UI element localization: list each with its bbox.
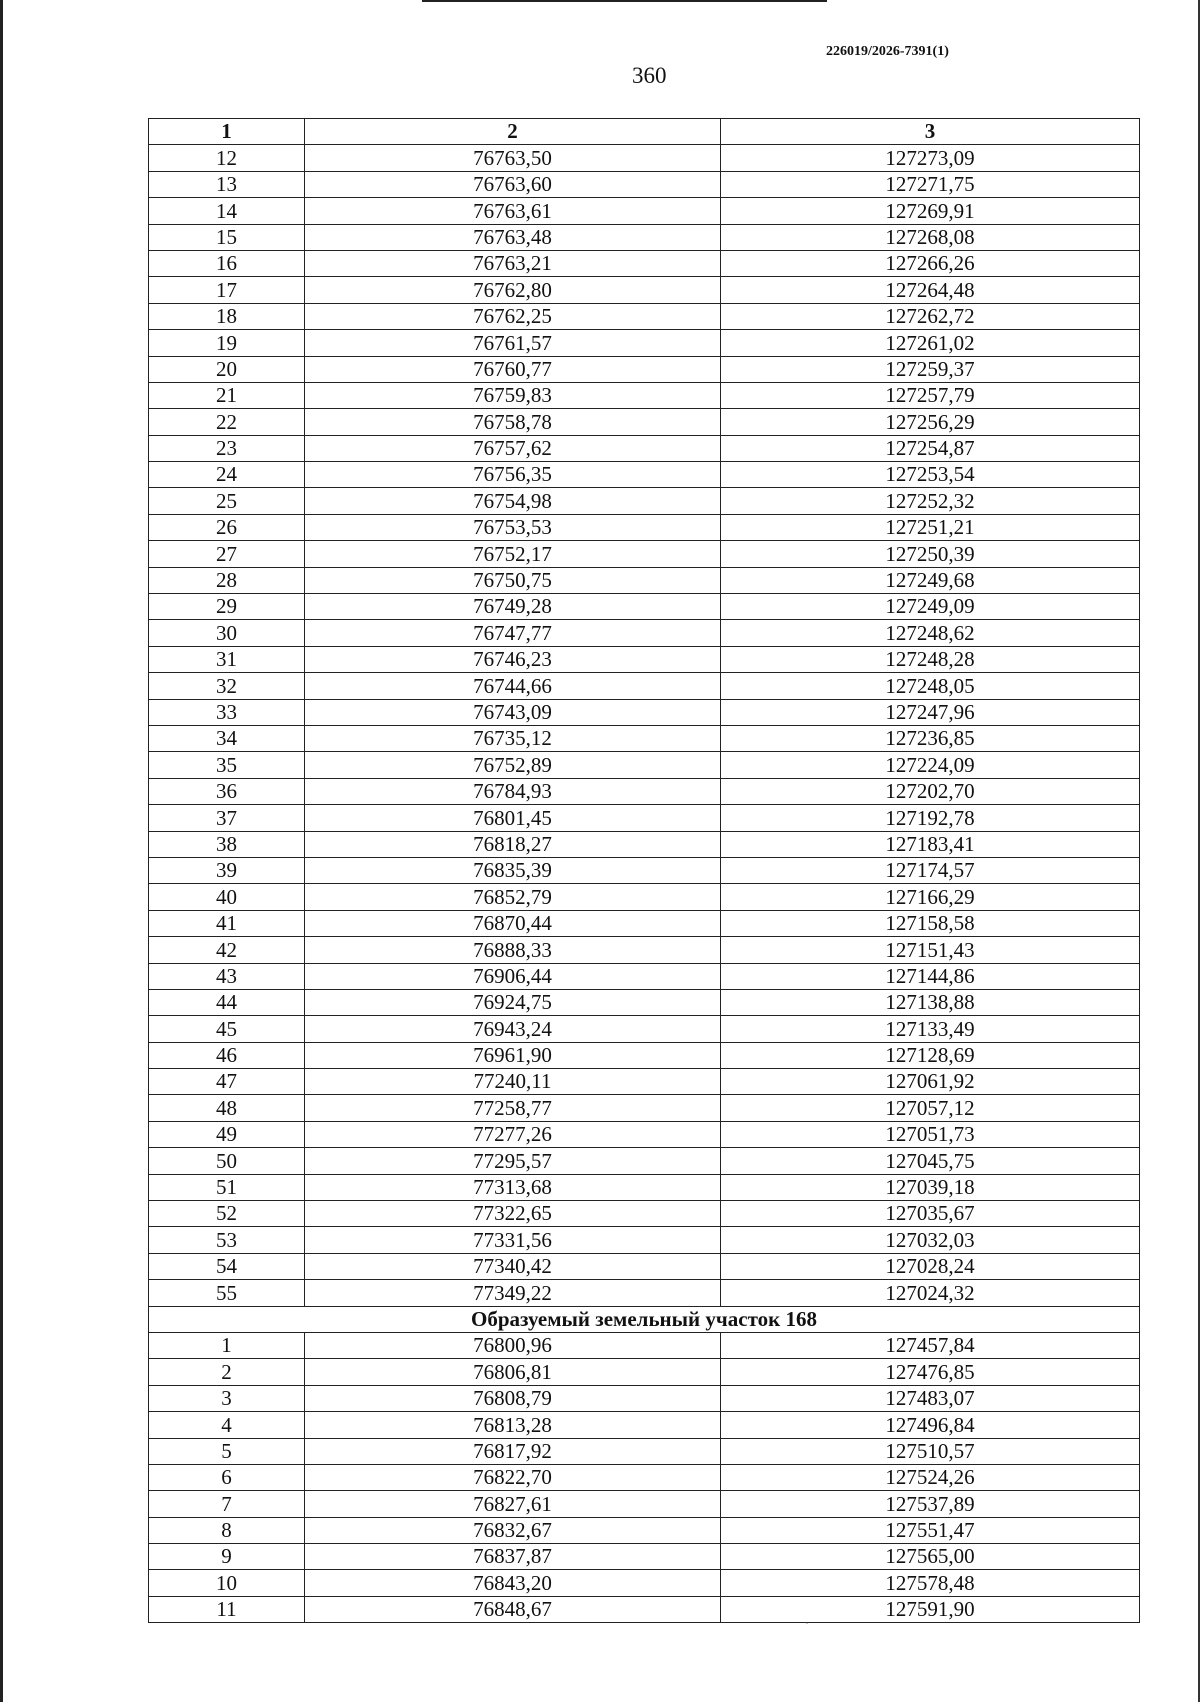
point-number-cell: 13 (149, 171, 305, 197)
table-row (149, 198, 1140, 224)
point-number-cell: 54 (149, 1253, 305, 1279)
point-number-cell: 40 (149, 884, 305, 910)
x-coordinate-cell: 76870,44 (305, 910, 721, 936)
point-number-cell: 3 (149, 1385, 305, 1411)
x-coordinate-cell: 76763,50 (305, 145, 721, 171)
x-coordinate-cell: 77240,11 (305, 1069, 721, 1095)
x-coordinate-cell: 76808,79 (305, 1385, 721, 1411)
y-coordinate-cell: 127565,00 (721, 1544, 1140, 1570)
table-row (149, 1042, 1140, 1068)
x-coordinate-cell: 76763,21 (305, 250, 721, 276)
point-number-cell: 17 (149, 277, 305, 303)
table-row (149, 330, 1140, 356)
x-coordinate-cell: 77322,65 (305, 1201, 721, 1227)
x-coordinate-cell: 76758,78 (305, 409, 721, 435)
table-row (149, 1412, 1140, 1438)
table-row (149, 1280, 1140, 1306)
table-row (149, 1253, 1140, 1279)
y-coordinate-cell: 127252,32 (721, 488, 1140, 514)
y-coordinate-cell: 127045,75 (721, 1148, 1140, 1174)
x-coordinate-cell: 76746,23 (305, 646, 721, 672)
y-coordinate-cell: 127457,84 (721, 1332, 1140, 1358)
table-row (149, 778, 1140, 804)
x-coordinate-cell: 77349,22 (305, 1280, 721, 1306)
point-number-cell: 2 (149, 1359, 305, 1385)
table-row (149, 910, 1140, 936)
y-coordinate-cell: 127273,09 (721, 145, 1140, 171)
x-coordinate-cell: 76752,17 (305, 541, 721, 567)
y-coordinate-cell: 127061,92 (721, 1069, 1140, 1095)
point-number-cell: 30 (149, 620, 305, 646)
y-coordinate-cell: 127248,28 (721, 646, 1140, 672)
table-row (149, 1121, 1140, 1147)
x-coordinate-cell: 76848,67 (305, 1596, 721, 1622)
x-coordinate-cell: 76762,25 (305, 303, 721, 329)
x-coordinate-cell: 76750,75 (305, 567, 721, 593)
document-reference: 226019/2026-7391(1) (826, 44, 949, 59)
table-row (149, 1227, 1140, 1253)
y-coordinate-cell: 127138,88 (721, 989, 1140, 1015)
x-coordinate-cell: 76784,93 (305, 778, 721, 804)
x-coordinate-cell: 76818,27 (305, 831, 721, 857)
point-number-cell: 33 (149, 699, 305, 725)
point-number-cell: 35 (149, 752, 305, 778)
table-row (149, 567, 1140, 593)
x-coordinate-cell: 76888,33 (305, 937, 721, 963)
point-number-cell: 38 (149, 831, 305, 857)
x-coordinate-cell: 76747,77 (305, 620, 721, 646)
y-coordinate-cell: 127032,03 (721, 1227, 1140, 1253)
y-coordinate-cell: 127271,75 (721, 171, 1140, 197)
table-row (149, 1148, 1140, 1174)
y-coordinate-cell: 127183,41 (721, 831, 1140, 857)
point-number-cell: 12 (149, 145, 305, 171)
y-coordinate-cell: 127496,84 (721, 1412, 1140, 1438)
page-number: 360 (632, 63, 667, 88)
x-coordinate-cell: 76756,35 (305, 462, 721, 488)
table-row (149, 989, 1140, 1015)
table-row (149, 646, 1140, 672)
point-number-cell: 24 (149, 462, 305, 488)
y-coordinate-cell: 127254,87 (721, 435, 1140, 461)
y-coordinate-cell: 127247,96 (721, 699, 1140, 725)
y-coordinate-cell: 127133,49 (721, 1016, 1140, 1042)
point-number-cell: 16 (149, 250, 305, 276)
y-coordinate-cell: 127266,26 (721, 250, 1140, 276)
x-coordinate-cell: 76759,83 (305, 382, 721, 408)
x-coordinate-cell: 76843,20 (305, 1570, 721, 1596)
y-coordinate-cell: 127128,69 (721, 1042, 1140, 1068)
y-coordinate-cell: 127051,73 (721, 1121, 1140, 1147)
x-coordinate-cell: 76761,57 (305, 330, 721, 356)
point-number-cell: 55 (149, 1280, 305, 1306)
table-row (149, 594, 1140, 620)
x-coordinate-cell: 77277,26 (305, 1121, 721, 1147)
y-coordinate-cell: 127253,54 (721, 462, 1140, 488)
point-number-cell: 50 (149, 1148, 305, 1174)
y-coordinate-cell: 127248,62 (721, 620, 1140, 646)
table-row (149, 963, 1140, 989)
section-title-row (149, 1306, 1140, 1332)
x-coordinate-cell: 76763,48 (305, 224, 721, 250)
table-row (149, 1438, 1140, 1464)
top-rule (422, 0, 827, 2)
point-number-cell: 53 (149, 1227, 305, 1253)
table-row (149, 224, 1140, 250)
x-coordinate-cell: 76744,66 (305, 673, 721, 699)
table-row (149, 1385, 1140, 1411)
point-number-cell: 26 (149, 514, 305, 540)
section-title: Образуемый земельный участок 168 (149, 1306, 1140, 1332)
header-cell-x: 2 (305, 119, 721, 145)
y-coordinate-cell: 127192,78 (721, 805, 1140, 831)
table-row (149, 382, 1140, 408)
x-coordinate-cell: 76837,87 (305, 1544, 721, 1570)
point-number-cell: 18 (149, 303, 305, 329)
table-row (149, 435, 1140, 461)
point-number-cell: 1 (149, 1332, 305, 1358)
table-row (149, 145, 1140, 171)
y-coordinate-cell: 127174,57 (721, 857, 1140, 883)
table-row (149, 356, 1140, 382)
table-row (149, 1201, 1140, 1227)
scan-speck: ` (805, 1622, 809, 1633)
table-row (149, 752, 1140, 778)
point-number-cell: 45 (149, 1016, 305, 1042)
y-coordinate-cell: 127236,85 (721, 725, 1140, 751)
y-coordinate-cell: 127249,09 (721, 594, 1140, 620)
y-coordinate-cell: 127591,90 (721, 1596, 1140, 1622)
table-row (149, 884, 1140, 910)
table-row (149, 1544, 1140, 1570)
point-number-cell: 36 (149, 778, 305, 804)
point-number-cell: 11 (149, 1596, 305, 1622)
table-row (149, 699, 1140, 725)
y-coordinate-cell: 127158,58 (721, 910, 1140, 936)
y-coordinate-cell: 127248,05 (721, 673, 1140, 699)
x-coordinate-cell: 76763,60 (305, 171, 721, 197)
y-coordinate-cell: 127578,48 (721, 1570, 1140, 1596)
point-number-cell: 34 (149, 725, 305, 751)
point-number-cell: 9 (149, 1544, 305, 1570)
point-number-cell: 43 (149, 963, 305, 989)
point-number-cell: 44 (149, 989, 305, 1015)
x-coordinate-cell: 77313,68 (305, 1174, 721, 1200)
x-coordinate-cell: 76749,28 (305, 594, 721, 620)
x-coordinate-cell: 77331,56 (305, 1227, 721, 1253)
table-row (149, 831, 1140, 857)
y-coordinate-cell: 127268,08 (721, 224, 1140, 250)
x-coordinate-cell: 76800,96 (305, 1332, 721, 1358)
table-row (149, 725, 1140, 751)
table-row (149, 937, 1140, 963)
point-number-cell: 21 (149, 382, 305, 408)
table-header-row (149, 119, 1140, 145)
y-coordinate-cell: 127028,24 (721, 1253, 1140, 1279)
point-number-cell: 25 (149, 488, 305, 514)
x-coordinate-cell: 77295,57 (305, 1148, 721, 1174)
y-coordinate-cell: 127057,12 (721, 1095, 1140, 1121)
table-row (149, 620, 1140, 646)
y-coordinate-cell: 127259,37 (721, 356, 1140, 382)
x-coordinate-cell: 76943,24 (305, 1016, 721, 1042)
point-number-cell: 32 (149, 673, 305, 699)
x-coordinate-cell: 76753,53 (305, 514, 721, 540)
y-coordinate-cell: 127257,79 (721, 382, 1140, 408)
table-row (149, 1517, 1140, 1543)
y-coordinate-cell: 127039,18 (721, 1174, 1140, 1200)
y-coordinate-cell: 127483,07 (721, 1385, 1140, 1411)
table-row (149, 1570, 1140, 1596)
point-number-cell: 23 (149, 435, 305, 461)
x-coordinate-cell: 76827,61 (305, 1491, 721, 1517)
y-coordinate-cell: 127476,85 (721, 1359, 1140, 1385)
point-number-cell: 28 (149, 567, 305, 593)
point-number-cell: 29 (149, 594, 305, 620)
point-number-cell: 7 (149, 1491, 305, 1517)
x-coordinate-cell: 76762,80 (305, 277, 721, 303)
y-coordinate-cell: 127251,21 (721, 514, 1140, 540)
table-row (149, 1069, 1140, 1095)
table-row (149, 805, 1140, 831)
left-page-edge (0, 0, 3, 1702)
y-coordinate-cell: 127250,39 (721, 541, 1140, 567)
x-coordinate-cell: 76752,89 (305, 752, 721, 778)
point-number-cell: 5 (149, 1438, 305, 1464)
point-number-cell: 20 (149, 356, 305, 382)
point-number-cell: 52 (149, 1201, 305, 1227)
point-number-cell: 49 (149, 1121, 305, 1147)
y-coordinate-cell: 127510,57 (721, 1438, 1140, 1464)
point-number-cell: 39 (149, 857, 305, 883)
y-coordinate-cell: 127024,32 (721, 1280, 1140, 1306)
x-coordinate-cell: 76961,90 (305, 1042, 721, 1068)
point-number-cell: 37 (149, 805, 305, 831)
table-row (149, 1174, 1140, 1200)
x-coordinate-cell: 76832,67 (305, 1517, 721, 1543)
y-coordinate-cell: 127264,48 (721, 277, 1140, 303)
x-coordinate-cell: 76813,28 (305, 1412, 721, 1438)
x-coordinate-cell: 76817,92 (305, 1438, 721, 1464)
y-coordinate-cell: 127144,86 (721, 963, 1140, 989)
point-number-cell: 19 (149, 330, 305, 356)
table-row (149, 1491, 1140, 1517)
y-coordinate-cell: 127269,91 (721, 198, 1140, 224)
table-row (149, 673, 1140, 699)
point-number-cell: 51 (149, 1174, 305, 1200)
x-coordinate-cell: 76924,75 (305, 989, 721, 1015)
table-row (149, 303, 1140, 329)
x-coordinate-cell: 76760,77 (305, 356, 721, 382)
point-number-cell: 15 (149, 224, 305, 250)
table-row (149, 1332, 1140, 1358)
y-coordinate-cell: 127202,70 (721, 778, 1140, 804)
point-number-cell: 8 (149, 1517, 305, 1543)
x-coordinate-cell: 76757,62 (305, 435, 721, 461)
x-coordinate-cell: 77258,77 (305, 1095, 721, 1121)
point-number-cell: 27 (149, 541, 305, 567)
x-coordinate-cell: 77340,42 (305, 1253, 721, 1279)
y-coordinate-cell: 127262,72 (721, 303, 1140, 329)
x-coordinate-cell: 76852,79 (305, 884, 721, 910)
y-coordinate-cell: 127151,43 (721, 937, 1140, 963)
point-number-cell: 22 (149, 409, 305, 435)
table-row (149, 1359, 1140, 1385)
x-coordinate-cell: 76906,44 (305, 963, 721, 989)
table-row (149, 250, 1140, 276)
y-coordinate-cell: 127551,47 (721, 1517, 1140, 1543)
table-row (149, 541, 1140, 567)
x-coordinate-cell: 76822,70 (305, 1464, 721, 1490)
table-row (149, 1596, 1140, 1622)
x-coordinate-cell: 76806,81 (305, 1359, 721, 1385)
point-number-cell: 6 (149, 1464, 305, 1490)
x-coordinate-cell: 76801,45 (305, 805, 721, 831)
y-coordinate-cell: 127261,02 (721, 330, 1140, 356)
point-number-cell: 4 (149, 1412, 305, 1438)
table-row (149, 857, 1140, 883)
point-number-cell: 31 (149, 646, 305, 672)
table-row (149, 1095, 1140, 1121)
point-number-cell: 48 (149, 1095, 305, 1121)
point-number-cell: 41 (149, 910, 305, 936)
y-coordinate-cell: 127166,29 (721, 884, 1140, 910)
point-number-cell: 14 (149, 198, 305, 224)
table-row (149, 462, 1140, 488)
coordinates-table (148, 118, 1140, 1623)
table-row (149, 277, 1140, 303)
table-row (149, 171, 1140, 197)
x-coordinate-cell: 76763,61 (305, 198, 721, 224)
x-coordinate-cell: 76835,39 (305, 857, 721, 883)
point-number-cell: 10 (149, 1570, 305, 1596)
point-number-cell: 46 (149, 1042, 305, 1068)
y-coordinate-cell: 127524,26 (721, 1464, 1140, 1490)
y-coordinate-cell: 127537,89 (721, 1491, 1140, 1517)
table-row (149, 409, 1140, 435)
coordinates-table-body (149, 119, 1140, 1623)
point-number-cell: 42 (149, 937, 305, 963)
y-coordinate-cell: 127224,09 (721, 752, 1140, 778)
x-coordinate-cell: 76743,09 (305, 699, 721, 725)
table-row (149, 514, 1140, 540)
y-coordinate-cell: 127249,68 (721, 567, 1140, 593)
x-coordinate-cell: 76754,98 (305, 488, 721, 514)
table-row (149, 1016, 1140, 1042)
x-coordinate-cell: 76735,12 (305, 725, 721, 751)
header-cell-point: 1 (149, 119, 305, 145)
y-coordinate-cell: 127035,67 (721, 1201, 1140, 1227)
table-row (149, 488, 1140, 514)
header-cell-y: 3 (721, 119, 1140, 145)
y-coordinate-cell: 127256,29 (721, 409, 1140, 435)
table-row (149, 1464, 1140, 1490)
point-number-cell: 47 (149, 1069, 305, 1095)
